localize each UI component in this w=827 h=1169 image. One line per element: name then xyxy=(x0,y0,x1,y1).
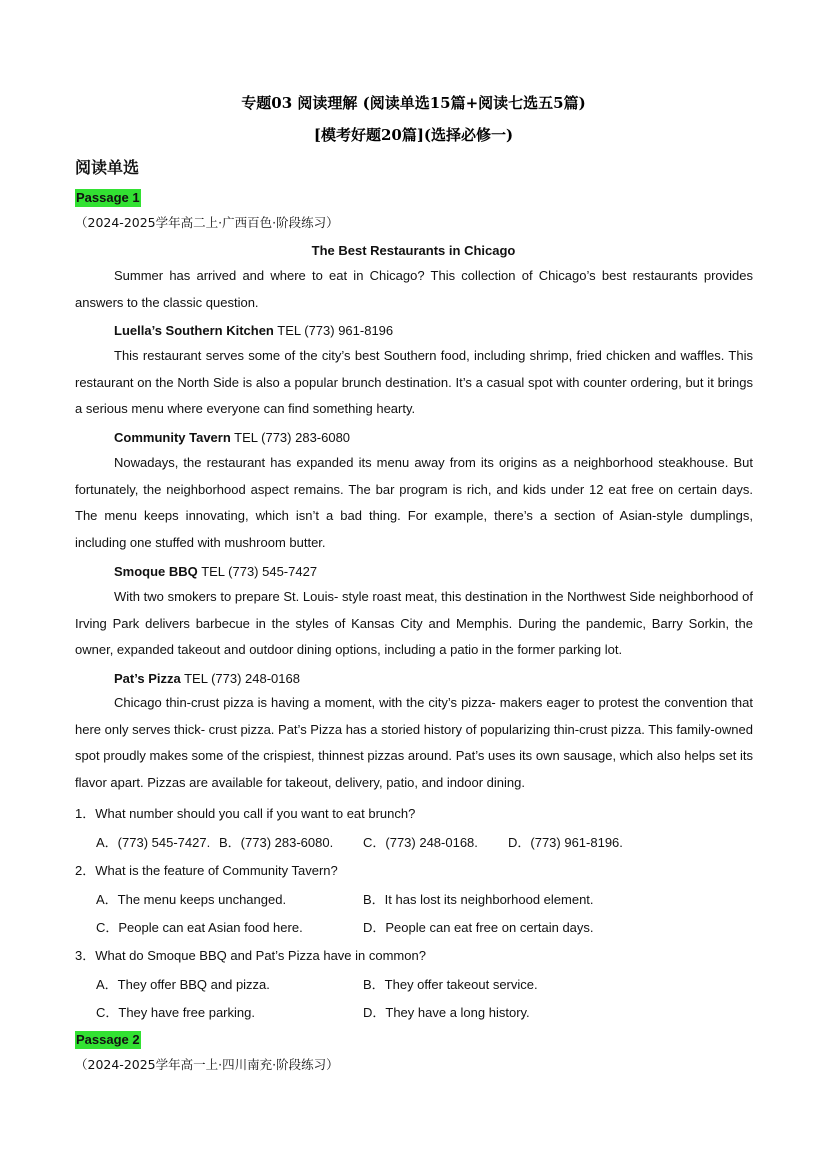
restaurant-tel: TEL (773) 545-7427 xyxy=(201,564,318,579)
restaurant-heading xyxy=(114,670,300,688)
restaurant-description: Chicago thin-crust pizza is having a moment, with the city’s pizza- makers eager to protest the convention that here only serves thick- crust pizza. Pat’s Pizza has a storied history of popularizing thin-crust pizza. This family-owned spot proudly makes some of the crispiest, thinnest pizzas around. Pat’s uses its own sausage, which also helps set its flavor apart. Pizzas are available for takeout, delivery, patio, and indoor dining. xyxy=(75,695,753,791)
intro-paragraph: Summer has arrived and where to eat in Chicago? This collection of Chicago’s best restaurants provides answers to the classic question. xyxy=(75,268,753,310)
restaurant-description: Nowadays, the restaurant has expanded its menu away from its origins as a neighborhood steakhouse. But fortunately, the neighborhood aspect remains. The bar program is rich, and kids under 12 eat free on certain days. The menu keeps innovating, which isn’t a bad thing. For example, there’s a section of Asian-style dumplings, including one stuffed with mushroom butter. xyxy=(75,455,753,551)
restaurant-name: Pat’s Pizza xyxy=(114,671,181,686)
restaurant-name: Luella’s Southern Kitchen xyxy=(114,323,274,338)
question-option: C．(773) 248-0168. xyxy=(363,835,478,850)
question-stem: 1．What number should you call if you want to eat brunch? xyxy=(75,806,416,821)
question-stem: 3．What do Smoque BBQ and Pat’s Pizza have in common? xyxy=(75,948,426,963)
question-option: D．People can eat free on certain days. xyxy=(363,920,594,935)
article-title: The Best Restaurants in Chicago xyxy=(311,243,516,258)
question-option: B．(773) 283-6080. xyxy=(219,835,334,850)
document-title: 专题03 阅读理解 (阅读单选15篇+阅读七选五5篇) xyxy=(241,94,586,112)
passage-1-source: （2024-2025学年高二上·广西百色·阶段练习） xyxy=(75,215,339,230)
question-option: D．(773) 961-8196. xyxy=(508,835,623,850)
question-option: B．It has lost its neighborhood element. xyxy=(363,892,594,907)
restaurant-heading xyxy=(114,563,317,581)
passage-1-tag: Passage 1 xyxy=(76,190,140,205)
question-option: C．They have free parking. xyxy=(96,1005,255,1020)
restaurant-tel: TEL (773) 283-6080 xyxy=(234,430,351,445)
passage-2-tag: Passage 2 xyxy=(76,1032,140,1047)
question-option: D．They have a long history. xyxy=(363,1005,530,1020)
restaurant-heading xyxy=(114,322,393,340)
restaurant-description: This restaurant serves some of the city’s best Southern food, including shrimp, fried chicken and waffles. This restaurant on the North Side is also a popular brunch destination. It’s a casual spot with counter ordering, but it brings a serious menu where everyone can find something hearty. xyxy=(75,348,753,417)
section-heading: 阅读单选 xyxy=(75,158,140,177)
question-option: C．People can eat Asian food here. xyxy=(96,920,303,935)
question-stem: 2．What is the feature of Community Tavern? xyxy=(75,863,338,878)
restaurant-tel: TEL (773) 248-0168 xyxy=(184,671,300,686)
restaurant-name: Community Tavern xyxy=(114,430,231,445)
document-subtitle: [模考好题20篇](选择必修一) xyxy=(313,126,514,144)
restaurant-description: With two smokers to prepare St. Louis- style roast meat, this destination in the Northwest Side neighborhood of Irving Park delivers barbecue in the styles of Kansas City and Memphis. During the pandemic, Barry Sorkin, the owner, expanded takeout and outdoor dining options, including a patio in the former parking lot. xyxy=(75,589,753,658)
restaurant-tel: TEL (773) 961-8196 xyxy=(277,323,394,338)
passage-2-source: （2024-2025学年高一上·四川南充·阶段练习） xyxy=(75,1057,339,1072)
question-option: A．They offer BBQ and pizza. xyxy=(96,977,270,992)
restaurant-name: Smoque BBQ xyxy=(114,564,198,579)
restaurant-heading xyxy=(114,429,350,447)
question-option: A．(773) 545-7427. xyxy=(96,835,211,850)
question-option: A．The menu keeps unchanged. xyxy=(96,892,287,907)
question-option: B．They offer takeout service. xyxy=(363,977,538,992)
